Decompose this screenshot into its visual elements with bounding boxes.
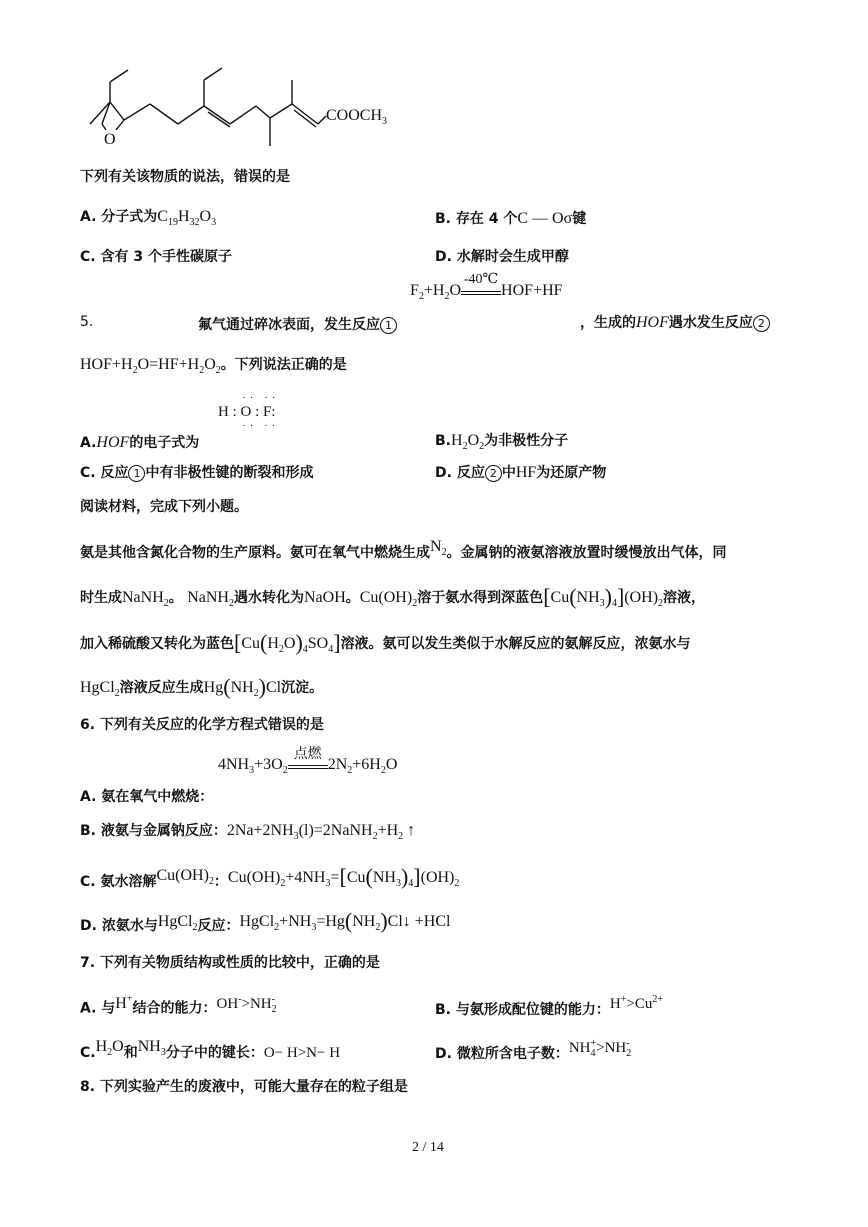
ester-group: $COOCH_3$ [326,107,388,127]
option-suffix: 键 [572,211,587,227]
lewis-bottom-dots: ·· ·· [242,420,280,432]
q4-option-a[interactable] [80,206,216,228]
q7-option-c[interactable]: $C.H_2O$和$NH_3$分子中的键长：O− H>N− H [80,1038,341,1061]
epoxide-oxygen: O [104,131,116,148]
option-label: A. 分子式为 [80,209,158,225]
q5-equation-1: $F_2+H_2O$ -40℃ HOF+HF [410,272,563,303]
q5-stem-part-b: ，生成的HOF遇水发生反应 2 [580,312,770,332]
q4-option-c[interactable]: C. 含有 3 个手性碳原子 [80,249,232,265]
q5-option-c[interactable]: C. 反应 1 中有非极性键的断裂和形成 [80,465,314,481]
bond-c-o: C — O [517,210,564,227]
q5-equation-2: $HOF+H_2O=HF+H_2O_2$ [80,356,221,377]
q5-stem-line1 [80,314,93,330]
q5-option-b[interactable]: $B.H_2O_2$为非极性分子 [435,432,569,453]
q6-option-c[interactable]: C. 氨水溶解$Cu(OH)_2$：$Cu(OH)_2+4NH_3=[Cu(NH_3)_4](OH)_2$ [80,864,460,890]
material-line-3: 加入稀硫酸又转化为蓝色$[Cu(H_2O)_4SO_4]$溶液。氨可以发生类似于水解反应的氨解反应，浓氨水与 [80,630,691,656]
sigma-symbol: σ [563,210,573,227]
question-number: 5. [80,314,94,330]
circle-1: 1 [380,317,397,334]
material-line-2: 时生成NaNH$_2$。 NaNH$_2$遇水转化为NaOH。$Cu(OH)_2$溶于氨水得到深蓝色$[Cu(NH_3)_4](OH)_2$溶液， [80,584,706,610]
q5-option-d[interactable]: D. 反应 2 中HF为还原产物 [435,464,607,481]
page-number: 2 / 14 [412,1140,444,1155]
structural-formula [80,62,420,158]
q4-stem: 下列有关该物质的说法，错误的是 [80,169,290,185]
formula-c19h32o3: $C_{19}H_{32}O_3$ [157,208,217,229]
formula-h2o2: $H_2O_2$ [451,432,485,453]
hof-formula: HOF [636,314,669,331]
circle-2: 2 [753,315,770,332]
lewis-top-dots: ·· ·· [242,392,280,404]
reaction-condition: -40℃ [463,272,499,287]
complex-tetraammine-copper: $[Cu(NH_3)_4](OH)_2$ [543,584,664,610]
q6-option-d[interactable]: D. 浓氨水与HgCl$_2$反应：$HgCl_2+NH_3=Hg(NH_2)Cl↓ +HCl$ [80,908,451,934]
material-line-4: HgCl$_2$溶液反应生成$Hg(NH_2)Cl$沉淀。 [80,674,324,700]
q7-option-a[interactable]: A. 与H+结合的能力：$OH^->NH_2^-$ [80,994,277,1017]
q8-stem: 8. 下列实验产生的废液中，可能大量存在的粒子组是 [80,1079,408,1095]
q6-option-a[interactable]: A. 氨在氧气中燃烧： [80,789,214,805]
reaction-condition: 点燃 [293,746,322,762]
q5-stem-line2: $HOF+H_2O=HF+H_2O_2$。下列说法正确的是 [80,356,347,377]
q5-stem-part-a: 氟气通过碎冰表面，发生反应 1 [198,314,397,334]
material-intro: 阅读材料，完成下列小题。 [80,499,248,515]
q7-stem: 7. 下列有关物质结构或性质的比较中，正确的是 [80,955,380,971]
q6-option-b[interactable]: B. 液氨与金属钠反应：$2Na+2NH_3(l)=2NaNH_2+H_2$ ↑ [80,822,416,843]
q6-stem: 6. 下列有关反应的化学方程式错误的是 [80,717,324,733]
material-line-1: 氨是其他含氮化合物的生产原料。氨可在氧气中燃烧生成$N_2$。金属钠的液氨溶液放置时缓慢放出气体，同 [80,538,727,561]
q5-option-a[interactable]: A.HOF的电子式为 [80,434,200,451]
q4-option-d[interactable]: D. 水解时会生成甲醇 [435,249,569,265]
q6-a-equation: $4NH_3+3O_2$ 点燃 $2N_2+6H_2O$ [218,756,397,776]
q7-option-d[interactable]: D. 微粒所含电子数：$NH_4^+>NH_2^-$ [435,1038,632,1062]
option-label: B. 存在 4 个 [435,211,518,227]
complex-tetraaqua-copper: $[Cu(H_2O)_4SO_4]$ [234,630,341,656]
q7-option-b[interactable]: B. 与氨形成配位键的能力：$H^+>Cu^{2+}$ [435,994,663,1018]
q4-option-b[interactable] [435,208,586,228]
hof-lewis-structure: ·· ·· H : O : F: ·· ·· [218,392,280,432]
